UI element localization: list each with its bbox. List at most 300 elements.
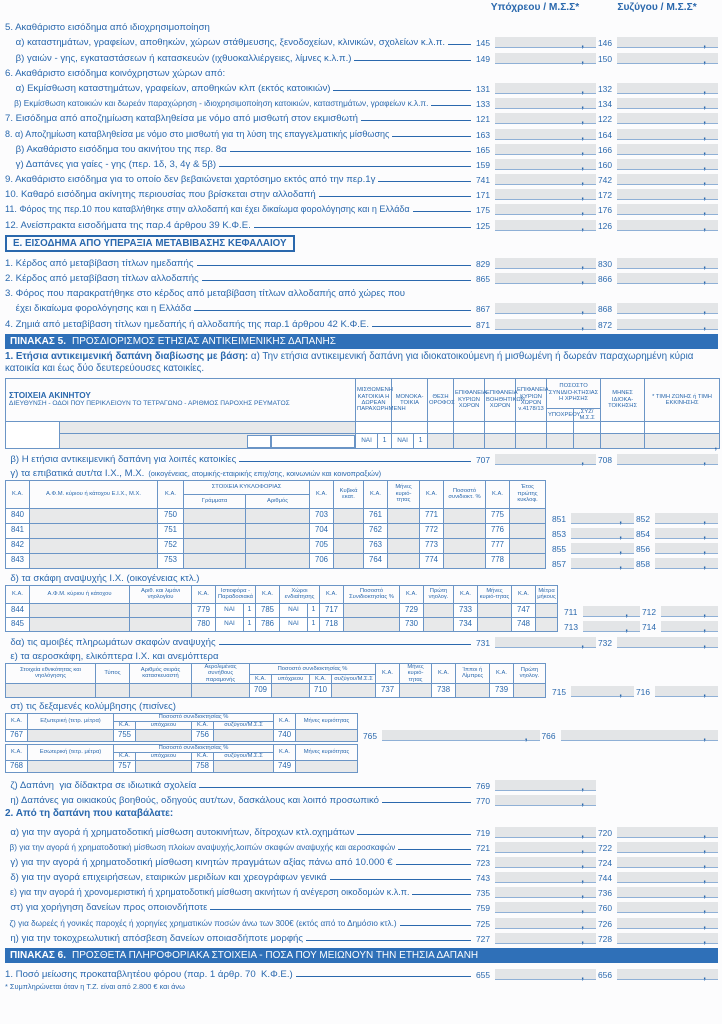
months-input[interactable] (388, 523, 420, 538)
amount-obligor (550, 528, 634, 539)
section-e-rows (5, 254, 718, 330)
col-header-nationality: Στοιχεία εθνικότητας και νηολόγησης (6, 663, 96, 683)
row-label: 4. Ζημιά από μεταβίβαση τίτλων ημεδαπής ή αλλοδαπής της παρ.1 άρθρου 42 Κ.Φ.Ε. (5, 318, 369, 330)
months-input[interactable] (400, 683, 432, 697)
amount-input[interactable] (495, 53, 596, 64)
amount-input[interactable] (617, 887, 718, 898)
amount-input[interactable] (495, 174, 596, 185)
aircraft-table: Στοιχεία εθνικότητας και νηολόγησης Τύπος Αριθμός σειράς κατασκευαστή Αερολιμένας συνήθους παραμονής Ποσοστό συνιδιοκτησίας % Κ.Α. Μήνες κυριό-τητας Κ.Α. Ίπποι ή Λίμπρες Κ.Α. Πρώτη νηολογ. Κ.Α. υπόχρεου Κ.Α. συζύγου/Μ.Σ.Σ 709 710 737 738 739 (5, 663, 546, 698)
field-code: 703 (310, 508, 334, 523)
amount-obligor (474, 319, 596, 330)
amount-input[interactable] (561, 730, 719, 741)
amount-obligor (361, 730, 540, 741)
form-row (5, 913, 718, 928)
leader-line (296, 975, 471, 977)
plate-letters-input[interactable] (184, 508, 246, 523)
amount-input[interactable] (495, 113, 596, 124)
amount-input[interactable] (617, 189, 718, 200)
amount-input[interactable] (495, 273, 596, 284)
col-header-rented: ΜΙΣΘΩΜΕΝΗ ΚΑΤΟΙΚΙΑ Η ΔΩΡΕΑΝ ΠΑΡΑΧΩΡΗΜΕΝΗ (356, 378, 392, 422)
field-code: 872 (598, 319, 612, 330)
col-header-area-4178: ΕΠΙΦΑΝΕΙΑ ΚΥΡΙΩΝ ΧΩΡΩΝ ν.4178/13 (516, 378, 547, 422)
amount-input[interactable] (495, 159, 596, 170)
amount-input[interactable] (617, 273, 718, 284)
amount-input[interactable] (617, 637, 718, 648)
pinakas5-number: ΠΙΝΑΚΑΣ 5. (10, 335, 67, 347)
row-label: 5. Ακαθάριστο εισόδημα από ιδιοχρησιμοποίηση (5, 22, 210, 34)
leader-line (333, 89, 471, 91)
col-header-obligor-pct: υπόχρεου (136, 721, 192, 729)
amount-input[interactable] (495, 887, 596, 898)
aux-area-input[interactable] (485, 434, 516, 449)
months-input[interactable] (296, 729, 358, 741)
col-header-sailboat: Ιστιοφόρα - Παραδοσιακά (216, 585, 256, 603)
amount-input[interactable] (495, 144, 596, 155)
amount-input[interactable] (495, 637, 596, 648)
amount-input[interactable] (495, 857, 596, 868)
field-code: 732 (598, 637, 612, 648)
plate-number-input[interactable] (246, 508, 310, 523)
field-code: 131 (476, 83, 490, 94)
amount-input[interactable] (495, 220, 596, 231)
row-label: δ) για την αγορά επιχειρήσεων, εταιρικών μεριδίων και χρεογράφων γενικά (5, 872, 327, 884)
row-staff (5, 791, 718, 806)
field-code: 765 (363, 730, 377, 741)
plate-letters-input[interactable] (184, 553, 246, 568)
amount-obligor (474, 872, 596, 883)
plate-letters-input[interactable] (184, 523, 246, 538)
detached-yes-toggle[interactable]: ΝΑΙ (392, 434, 414, 449)
field-code: 710 (310, 683, 332, 697)
obligor-pct-input[interactable] (272, 683, 310, 697)
col-header-letters: Γράμματα (184, 494, 246, 508)
amount-input[interactable] (495, 969, 596, 980)
field-code: 780 (192, 617, 216, 631)
amount-input[interactable] (655, 686, 718, 697)
field-code: 752 (158, 538, 184, 553)
amount-input[interactable] (617, 319, 718, 330)
amount-input[interactable] (495, 303, 596, 314)
col-header-detached: ΜΟΝΟΚΑ-ΤΟΙΚΙΑ (392, 378, 428, 422)
amount-input[interactable] (495, 827, 596, 838)
cabin-yes-toggle[interactable]: ΝΑΙ (280, 617, 308, 631)
floor-code-cell (428, 422, 454, 434)
row-label: 6. Ακαθάριστο εισόδημα κοινόχρηστων χώρων από: (5, 67, 226, 79)
leader-line (254, 226, 471, 228)
field-code: 708 (598, 454, 612, 465)
amount-spouse (596, 918, 718, 929)
vat-input[interactable] (30, 538, 158, 553)
amount-input[interactable] (495, 98, 596, 109)
months-input[interactable] (388, 508, 420, 523)
leader-line (199, 786, 471, 788)
row-label: ζ) για δωρεές ή γονικές παροχές ή χορηγίες χρηματικών ποσών άνω των 300€ (εκτός από το Δημόσιο κτλ.) (5, 918, 397, 928)
leader-line (372, 325, 471, 327)
vehicle-row (6, 538, 546, 553)
plate-number-input[interactable] (246, 523, 310, 538)
spouse-pct-input[interactable] (574, 434, 601, 449)
vat-input[interactable] (30, 617, 130, 631)
amount-input[interactable] (495, 83, 596, 94)
amount-spouse (596, 37, 718, 48)
ownership-pct-input[interactable] (344, 603, 400, 617)
ownership-pct-input[interactable] (444, 523, 486, 538)
amount-input[interactable] (617, 129, 718, 140)
ownership-pct-input[interactable] (444, 538, 486, 553)
row-aircraft-intro: ε) τα αεροσκάφη, ελικόπτερα Ι.Χ. και ανεμόπτερα (5, 650, 219, 662)
amount-input[interactable] (495, 933, 596, 944)
amount-input[interactable] (495, 842, 596, 853)
vehicle-row (6, 553, 546, 568)
amount-spouse (596, 258, 718, 269)
rented-yes-toggle[interactable]: ΝΑΙ (356, 434, 378, 449)
amount-input[interactable] (617, 220, 718, 231)
row-label: 9. Ακαθάριστο εισόδημα για το οποίο δεν βεβαιώνεται χαρτόσημο εκτός από την περ.1γ (5, 174, 376, 186)
amount-input[interactable] (495, 37, 596, 48)
field-code: 748 (512, 617, 536, 631)
field-code: 730 (400, 617, 424, 631)
form-row (5, 853, 718, 868)
field-code: 766 (541, 730, 556, 741)
field-code: 854 (636, 528, 650, 539)
field-code: 774 (420, 553, 444, 568)
row-boats-intro: δ) τα σκάφη αναψυχής Ι.Χ. (οικογένειας κτλ.) (5, 572, 200, 584)
amount-input[interactable] (617, 918, 718, 929)
amount-obligor (474, 933, 596, 944)
amount-input[interactable] (617, 258, 718, 269)
col-header-obligor-pct: ΥΠΟΧΡΕΟΥ (547, 408, 574, 422)
leader-line (448, 43, 471, 45)
cabin-yes-toggle[interactable]: ΝΑΙ (280, 603, 308, 617)
first-reg-input[interactable] (424, 617, 454, 631)
col-header-months: ΜΗΝΕΣ ΙΔΙΟΚΑ-ΤΟΙΚΗΣΗΣ (601, 378, 645, 422)
serial-input[interactable] (130, 683, 192, 697)
amount-input[interactable] (495, 204, 596, 215)
col-header-plate: ΣΤΟΙΧΕΙΑ ΚΥΚΛΟΦΟΡΙΑΣ (184, 480, 310, 494)
row-label: 11. Φόρος της περ.10 που καταβλήθηκε στην αλλοδαπή και έχει δικαίωμα φορολόγησης και η Ελλάδα (5, 204, 410, 215)
field-code: 751 (158, 523, 184, 538)
amount-input[interactable] (617, 902, 718, 913)
field-code: 739 (490, 683, 514, 697)
form-row (5, 284, 718, 299)
amount-obligor (474, 842, 596, 853)
hp-input[interactable] (456, 683, 490, 697)
pools-section (5, 713, 718, 775)
row-label: η) για την τοκοχρεωλυτική απόσβεση δανείων οποιασδήποτε μορφής (5, 932, 304, 944)
amount-spouse (596, 827, 718, 838)
amount-obligor (474, 37, 596, 48)
sailboat-yes-value: 1 (244, 603, 256, 617)
amount-input[interactable] (655, 513, 718, 524)
address-code-input[interactable] (271, 435, 355, 448)
amount-input[interactable] (617, 144, 718, 155)
amount-row (361, 726, 718, 741)
sailboat-yes-toggle[interactable]: ΝΑΙ (216, 603, 244, 617)
col-header-obligor-pct: υπόχρεου (272, 675, 310, 684)
pinakas6-title: ΠΡΟΣΘΕΤΑ ΠΛΗΡΟΦΟΡΙΑΚΑ ΣΤΟΙΧΕΙΑ - ΠΟΣΑ ΠΟΥ ΜΕΙΩΝΟΥΝ ΤΗΝ ΕΤΗΣΙΑ ΔΑΠΑΝΗ (72, 949, 479, 961)
leader-line (398, 848, 471, 850)
field-code: 777 (486, 538, 510, 553)
row-label: α) καταστημάτων, γραφείων, αποθηκών, χώρων στάθμευσης, ξενοδοχείων, κλινικών, σχολείων κ.λ.π. (5, 37, 446, 49)
amount-spouse (596, 902, 718, 913)
field-code: 145 (476, 38, 490, 49)
amount-input[interactable] (617, 969, 718, 980)
amount-input[interactable] (661, 621, 718, 632)
address-input[interactable] (60, 422, 356, 434)
length-input[interactable] (536, 603, 558, 617)
amount-spouse (596, 144, 718, 155)
months-input[interactable] (478, 617, 512, 631)
row-label: β) Ακαθάριστο εισόδημα του ακινήτου της περ. 8α (5, 143, 227, 155)
months-input[interactable] (388, 538, 420, 553)
amount-obligor (474, 174, 596, 185)
months-input[interactable] (388, 553, 420, 568)
airport-input[interactable] (192, 683, 250, 697)
amount-input[interactable] (617, 827, 718, 838)
first-reg-input[interactable] (514, 683, 546, 697)
area-4178-input[interactable] (516, 434, 547, 449)
amount-input[interactable] (495, 780, 596, 791)
length-input[interactable] (536, 617, 558, 631)
amount-input[interactable] (617, 174, 718, 185)
section2-title: 2. Από τη δαπάνη που καταβάλατε: (5, 808, 174, 820)
amount-spouse (596, 273, 718, 284)
leader-line (319, 195, 471, 197)
address-input-2[interactable] (60, 434, 356, 449)
field-code: 775 (486, 508, 510, 523)
tax-form-page (5, 2, 718, 991)
plate-number-input[interactable] (246, 538, 310, 553)
row-label: α) Εκμίσθωση καταστημάτων, γραφείων, αποθηκών κλπ (εκτός κατοικιών) (5, 82, 331, 94)
amount-input[interactable] (617, 872, 718, 883)
amount-input[interactable] (617, 37, 718, 48)
sailboat-yes-toggle[interactable]: ΝΑΙ (216, 617, 244, 631)
amount-obligor (474, 53, 596, 64)
form-row (5, 898, 718, 913)
col-header-hp: Ίπποι ή Λίμπρες (456, 663, 490, 683)
floor-input[interactable] (428, 434, 454, 449)
obligor-pct-input[interactable] (136, 729, 192, 741)
obligor-pct-input[interactable] (547, 434, 574, 449)
amount-input[interactable] (571, 543, 634, 554)
first-reg-input[interactable] (424, 603, 454, 617)
amount-input[interactable] (495, 258, 596, 269)
first-year-input[interactable] (510, 523, 546, 538)
col-header-ownership-pct: Ποσοστό συνιδιοκτ. % (444, 480, 486, 508)
housing-group (6, 422, 720, 449)
field-code: 764 (364, 553, 388, 568)
cc-input[interactable] (334, 508, 364, 523)
cc-input[interactable] (334, 523, 364, 538)
vat-input[interactable] (30, 523, 158, 538)
field-code: 759 (476, 903, 490, 914)
months-input[interactable] (601, 434, 645, 449)
field-code: 714 (642, 621, 656, 632)
vat-input[interactable] (30, 508, 158, 523)
first-year-input[interactable] (510, 538, 546, 553)
amount-input[interactable] (617, 83, 718, 94)
field-code: 755 (114, 729, 136, 741)
plate-letters-input[interactable] (184, 538, 246, 553)
vat-input[interactable] (30, 553, 158, 568)
row-vehicles-intro: γ) τα επιβατικά αυτ/τα Ι.Χ., Μ.Χ. (οικογένειας, ατομικής-εταιρικής επιχ/σης, κοινωνιών και κοινοπραξιών) (5, 467, 382, 479)
field-code: 172 (598, 190, 612, 201)
field-code: 133 (476, 99, 490, 110)
form-row (5, 838, 718, 853)
row-label: γ) Δαπάνες για γαίες - γης (περ. 1δ, 3, 4γ & 5β) (5, 158, 217, 170)
field-code-box (247, 435, 271, 448)
field-code: 749 (274, 760, 296, 772)
amount-obligor (474, 827, 596, 838)
col-header-serial: Αριθμός σειράς κατασκευαστή (130, 663, 192, 683)
field-code: 843 (6, 553, 30, 568)
plate-number-input[interactable] (246, 553, 310, 568)
field-code: 767 (6, 729, 28, 741)
field-code: 719 (476, 827, 490, 838)
amount-input[interactable] (617, 303, 718, 314)
amount-input[interactable] (495, 189, 596, 200)
leader-line (378, 180, 471, 182)
amount-input[interactable] (583, 606, 640, 617)
field-code: 772 (420, 523, 444, 538)
amount-spouse (596, 857, 718, 868)
pool-area-input[interactable] (28, 729, 114, 741)
field-code: 725 (476, 918, 490, 929)
housing-row-label (6, 422, 60, 449)
field-code: 706 (310, 553, 334, 568)
row-label: 7. Εισόδημα από αποζημίωση καταβληθείσα με νόμο από μισθωτή στον εκμισθωτή (5, 113, 359, 125)
spouse-pct-input[interactable] (332, 683, 376, 697)
amount-input[interactable] (571, 513, 634, 524)
amount-input[interactable] (495, 918, 596, 929)
amount-input[interactable] (571, 528, 634, 539)
spouse-pct-input[interactable] (214, 760, 274, 772)
nationality-input[interactable] (6, 683, 96, 697)
spouse-pct-input[interactable] (214, 729, 274, 741)
amount-input[interactable] (617, 842, 718, 853)
aircraft-amounts (546, 663, 718, 697)
amount-input[interactable] (617, 159, 718, 170)
amount-obligor (474, 637, 596, 648)
col-header-ownership: Ποσοστό συνιδιοκτησίας % (250, 663, 376, 675)
amount-input[interactable] (655, 558, 718, 569)
amount-obligor (562, 606, 640, 617)
amount-input[interactable] (617, 53, 718, 64)
col-header-cabin: Χώροι ενδιαίτησης (280, 585, 320, 603)
amount-input[interactable] (495, 454, 596, 465)
amount-input[interactable] (617, 113, 718, 124)
amount-input[interactable] (495, 872, 596, 883)
amount-input[interactable] (617, 933, 718, 944)
amount-input[interactable] (617, 857, 718, 868)
amount-input[interactable] (571, 686, 634, 697)
amount-input[interactable] (495, 795, 596, 806)
col-header-port: Αριθ. και λιμάνι νηολογίου (130, 585, 192, 603)
field-code (645, 422, 720, 434)
amount-obligor (474, 780, 596, 791)
amount-input[interactable] (617, 204, 718, 215)
leader-line (382, 801, 471, 803)
field-code: 717 (320, 603, 344, 617)
detached-yes-value: 1 (414, 434, 428, 449)
port-input[interactable] (130, 617, 192, 631)
amount-input[interactable] (382, 730, 540, 741)
months-input[interactable] (296, 760, 358, 772)
row-label: β) για την αγορά ή χρηματοδοτική μίσθωση πλοίων αναψυχής,λοιπών σκαφών αναψυχής και αεροσκαφών (5, 842, 396, 852)
boats-section (5, 585, 718, 632)
amount-obligor (474, 204, 596, 215)
months-input[interactable] (478, 603, 512, 617)
field-code: 758 (192, 760, 214, 772)
row-label: β) Η ετήσια αντικειμενική δαπάνη για λοιπές κατοικίες (5, 453, 237, 465)
zone-price-input[interactable] (645, 434, 720, 449)
col-header-ownership-pct: Ποσοστό Συνιδιοκτησίας % (344, 585, 400, 603)
amount-spouse (596, 53, 718, 64)
amount-input[interactable] (617, 98, 718, 109)
housing-header-address: ΣΤΟΙΧΕΙΑ ΑΚΙΝΗΤΟΥ ΔΙΕΥΘΥΝΣΗ - ΟΔΟΙ ΠΟΥ ΠΕΡΙΚΛΕΙΟΥΝ ΤΟ ΤΕΤΡΑΓΩΝΟ - ΑΡΙΘΜΟΣ ΠΑΡΟΧΗΣ ΡΕΥΜΑΤΟΣ (6, 378, 356, 422)
form-row (5, 140, 718, 155)
form-row (5, 64, 718, 79)
row-label: 1. Κέρδος από μεταβίβαση τίτλων ημεδαπής (5, 257, 194, 269)
leader-line (354, 59, 471, 61)
amount-input[interactable] (655, 543, 718, 554)
amount-obligor (550, 543, 634, 554)
ownership-pct-input[interactable] (444, 508, 486, 523)
amount-input[interactable] (655, 528, 718, 539)
cc-input[interactable] (334, 553, 364, 568)
pool-area-input[interactable] (28, 760, 114, 772)
form-row (5, 200, 718, 215)
field-code: 150 (598, 53, 612, 64)
amount-input[interactable] (583, 621, 640, 632)
type-input[interactable] (96, 683, 130, 697)
housing-table (5, 378, 720, 450)
obligor-pct-input[interactable] (136, 760, 192, 772)
amount-row (550, 539, 718, 554)
amount-input[interactable] (495, 902, 596, 913)
col-header-pool-kind: Εξωτερική (τετρ. μέτρα) (28, 713, 114, 729)
col-header-airport: Αερολιμένας συνήθους παραμονής (192, 663, 250, 683)
row-label: β) Εκμίσθωση κατοικιών και δωρεάν παραχώρηση - ιδιοχρησιμοποίηση κατοικιών, καταστημάτων, γραφείων κ.λ.π. (5, 99, 429, 109)
form-row (5, 883, 718, 898)
amount-input[interactable] (661, 606, 718, 617)
field-code: 771 (420, 508, 444, 523)
field-code: 163 (476, 129, 490, 140)
cc-input[interactable] (334, 538, 364, 553)
field-code: 844 (6, 603, 30, 617)
amount-input[interactable] (617, 454, 718, 465)
amount-spouse (596, 637, 718, 648)
amount-input[interactable] (495, 129, 596, 140)
leader-line (194, 309, 471, 311)
first-year-input[interactable] (510, 508, 546, 523)
ownership-pct-input[interactable] (344, 617, 400, 631)
amount-input[interactable] (571, 558, 634, 569)
col-header-length: Μέτρα μήκους (536, 585, 558, 603)
field-code: 729 (400, 603, 424, 617)
leader-line (202, 279, 471, 281)
main-area-input[interactable] (454, 434, 485, 449)
vat-input[interactable] (30, 603, 130, 617)
port-input[interactable] (130, 603, 192, 617)
amount-spouse (596, 887, 718, 898)
ownership-pct-input[interactable] (444, 553, 486, 568)
amount-spouse (596, 319, 718, 330)
col-header-first-year: Έτος πρώτης κυκλοφ. (510, 480, 546, 508)
first-year-input[interactable] (510, 553, 546, 568)
amount-input[interactable] (495, 319, 596, 330)
form-row (5, 94, 718, 109)
